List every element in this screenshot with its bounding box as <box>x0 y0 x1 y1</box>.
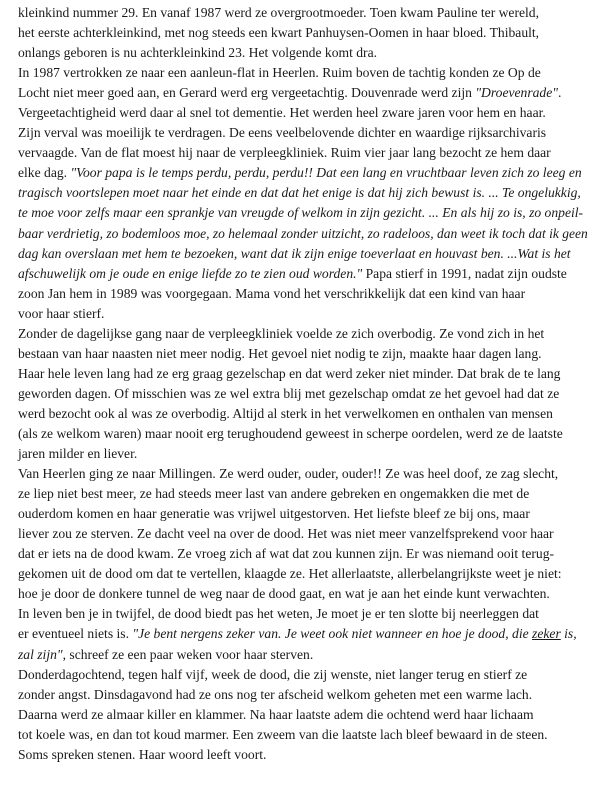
text-line <box>18 544 588 564</box>
body-text: geworden dagen. Of misschien was ze wel extra blij met gezelschap omdat ze het gevoel had dat ze <box>18 385 560 401</box>
body-text: werd bezocht ook al was ze overbodig. Altijd al sterk in het verwelkomen en onthalen van mensen <box>18 405 553 421</box>
quote-text: baar verdrietig, zo bodemloos moe, zo helemaal zonder uitzicht, zo radeloos, dan weet ik toch dat ik geen <box>18 225 588 241</box>
quote-text: te moe voor zelfs maar een sprankje van vreugde of welkom in zijn gezicht. ... En als hij zo is, zo onpeil- <box>18 205 584 221</box>
text-line <box>18 244 588 264</box>
text-line <box>18 484 588 504</box>
body-text: ze liep niet best meer, ze had steeds meer last van andere gebreken en ongemakken die met de <box>18 486 530 502</box>
text-line <box>18 564 588 584</box>
body-text: onlangs geboren is nu achterkleinkind 23. Het volgende komt dra. <box>18 45 378 61</box>
text-line <box>18 183 588 203</box>
text-line <box>18 63 588 83</box>
body-text: . <box>557 85 562 101</box>
text-line <box>18 504 588 524</box>
body-text: Papa stierf in 1991, nadat zijn oudste <box>362 265 567 281</box>
text-line <box>18 284 588 304</box>
quote-text: afschuwelijk om je oude en enige liefde zo te zien oud worden." <box>18 265 363 281</box>
quote-text: "Droevenrade" <box>475 85 558 101</box>
text-line <box>18 123 588 143</box>
text-line <box>18 685 588 705</box>
text-line <box>18 745 588 765</box>
text-line <box>18 83 588 103</box>
text-line <box>18 304 588 324</box>
body-text: Donderdagochtend, tegen half vijf, week de dood, die zij wenste, niet langer terug en stierf ze <box>18 666 528 682</box>
text-line <box>18 43 588 63</box>
body-text: Vergeetachtigheid werd daar al snel tot dementie. Het werden heel zware jaren voor hem en haar. <box>18 105 546 121</box>
text-line <box>18 103 588 123</box>
body-text: het eerste achterkleinkind, met nog steeds een kwart Panhuysen-Oomen in haar bloed. Thibault, <box>18 25 540 41</box>
text-line <box>18 364 588 384</box>
paragraph <box>18 665 588 765</box>
quote-text: tragisch voortslepen moet naar het einde en dat dat het enige is dat hij zich bewust is. ... Te ongelukkig, <box>18 185 581 201</box>
text-line <box>18 324 588 344</box>
quote-text: dag kan overslaan met hem te bezoeken, want dat ik zijn enige toeverlaat en houvast ben. ...Wat is het <box>18 245 571 261</box>
text-line <box>18 444 588 464</box>
body-text: Van Heerlen ging ze naar Millingen. Ze werd ouder, ouder, ouder!! Ze was heel doof, ze zag slecht, <box>18 466 559 482</box>
text-line <box>18 424 588 444</box>
text-line <box>18 203 588 223</box>
body-text: In leven ben je in twijfel, de dood biedt pas het weten, Je moet je er ten slotte bij neerleggen dat <box>18 606 539 622</box>
body-text: In 1987 vertrokken ze naar een aanleun-flat in Heerlen. Ruim boven de tachtig konden ze Op de <box>18 65 541 81</box>
body-text: Soms spreken stenen. Haar woord leeft voort. <box>18 746 267 762</box>
body-text: zoon Jan hem in 1989 was voorgegaan. Mama vond het verschrikkelijk dat een kind van haar <box>18 285 526 301</box>
body-text: Zijn verval was moeilijk te verdragen. De eens veelbelovende dichter en waardige rijksarchivaris <box>18 125 547 141</box>
body-text: zonder angst. Dinsdagavond had ze ons nog ter afscheid welkom geheten met een warme lach. <box>18 686 533 702</box>
text-line <box>18 524 588 544</box>
text-line <box>18 143 588 163</box>
body-text: Locht niet meer goed aan, en Gerard werd erg vergeetachtig. Douvenrade werd zijn <box>18 85 476 101</box>
body-text: voor haar stierf. <box>18 305 105 321</box>
text-line <box>18 224 588 244</box>
body-text: jaren milder en liever. <box>18 446 138 462</box>
body-text: , schreef ze een paar weken voor haar sterven. <box>62 646 314 662</box>
body-text: hoe je door de donkere tunnel de weg naar de dood gaat, en wat je aan het einde kunt verwachten. <box>18 586 550 602</box>
text-line <box>18 384 588 404</box>
body-text: Zonder de dagelijkse gang naar de verpleegkliniek voelde ze zich overbodig. Ze vond zich in het <box>18 325 545 341</box>
text-line <box>18 264 588 284</box>
text-line <box>18 705 588 725</box>
text-line <box>18 3 588 23</box>
text-line <box>18 665 588 685</box>
body-text: dat er iets na de dood kwam. Ze vroeg zich af wat dat zou kunnen zijn. Er was niemand ooit terug- <box>18 546 555 562</box>
text-line <box>18 645 588 665</box>
body-text: liever zou ze sterven. Ze dacht veel na over de dood. Het was niet meer vanzelfsprekend voor haar <box>18 526 554 542</box>
paragraph <box>18 3 588 63</box>
body-text: gekomen uit de dood om dat te vertellen, klaagde ze. Het allerlaatste, allerbelangrijkste weet je niet: <box>18 566 562 582</box>
body-text: kleinkind nummer 29. En vanaf 1987 werd ze overgrootmoeder. Toen kwam Pauline ter wereld, <box>18 5 540 20</box>
quote-text: "Voor papa is le temps perdu, perdu, perdu!! Dat een lang en vruchtbaar leven zich zo leeg en <box>70 165 582 181</box>
paragraph <box>18 63 588 324</box>
text-line <box>18 725 588 745</box>
text-line <box>18 23 588 43</box>
text-line <box>18 404 588 424</box>
body-text: tot koele was, en dan tot koud marmer. Een zweem van die laatste lach bleef bewaard in de steen. <box>18 726 548 742</box>
body-text: Haar hele leven lang had ze erg graag gezelschap en dat werd zeker niet minder. Dat brak de te lang <box>18 365 561 381</box>
body-text: (als ze welkom waren) maar nooit erg terughoudend geweest in scherpe oordelen, werd ze de laatste <box>18 425 563 441</box>
quote-text: zal zijn" <box>18 646 63 662</box>
quote-text: "Je bent nergens zeker van. Je weet ook niet wanneer en hoe je dood, die <box>132 626 533 642</box>
text-line <box>18 604 588 624</box>
paragraph <box>18 324 588 464</box>
body-text: vervaagde. Van de flat moest hij naar de verpleegkliniek. Ruim vier jaar lang bezocht ze hem daar <box>18 145 551 161</box>
body-text: bestaan van haar naasten niet meer nodig. Het gevoel niet nodig te zijn, maakte haar dagen lang. <box>18 345 542 361</box>
paragraph <box>18 464 588 664</box>
text-line <box>18 464 588 484</box>
text-line <box>18 584 588 604</box>
body-text: elke dag. <box>18 165 71 181</box>
text-line <box>18 163 588 183</box>
body-text: ouderdom komen en haar generatie was vrijwel uitgestorven. Het liefste bleef ze bij ons, maar <box>18 506 530 522</box>
body-text: er eventueel niets is. <box>18 626 133 642</box>
body-text: Daarna werd ze almaar killer en klammer. Na haar laatste adem die ochtend werd haar lichaam <box>18 706 534 722</box>
quote-text: is, <box>560 626 577 642</box>
text-line <box>18 344 588 364</box>
text-line <box>18 624 588 644</box>
underlined-quote-text: zeker <box>532 626 561 642</box>
